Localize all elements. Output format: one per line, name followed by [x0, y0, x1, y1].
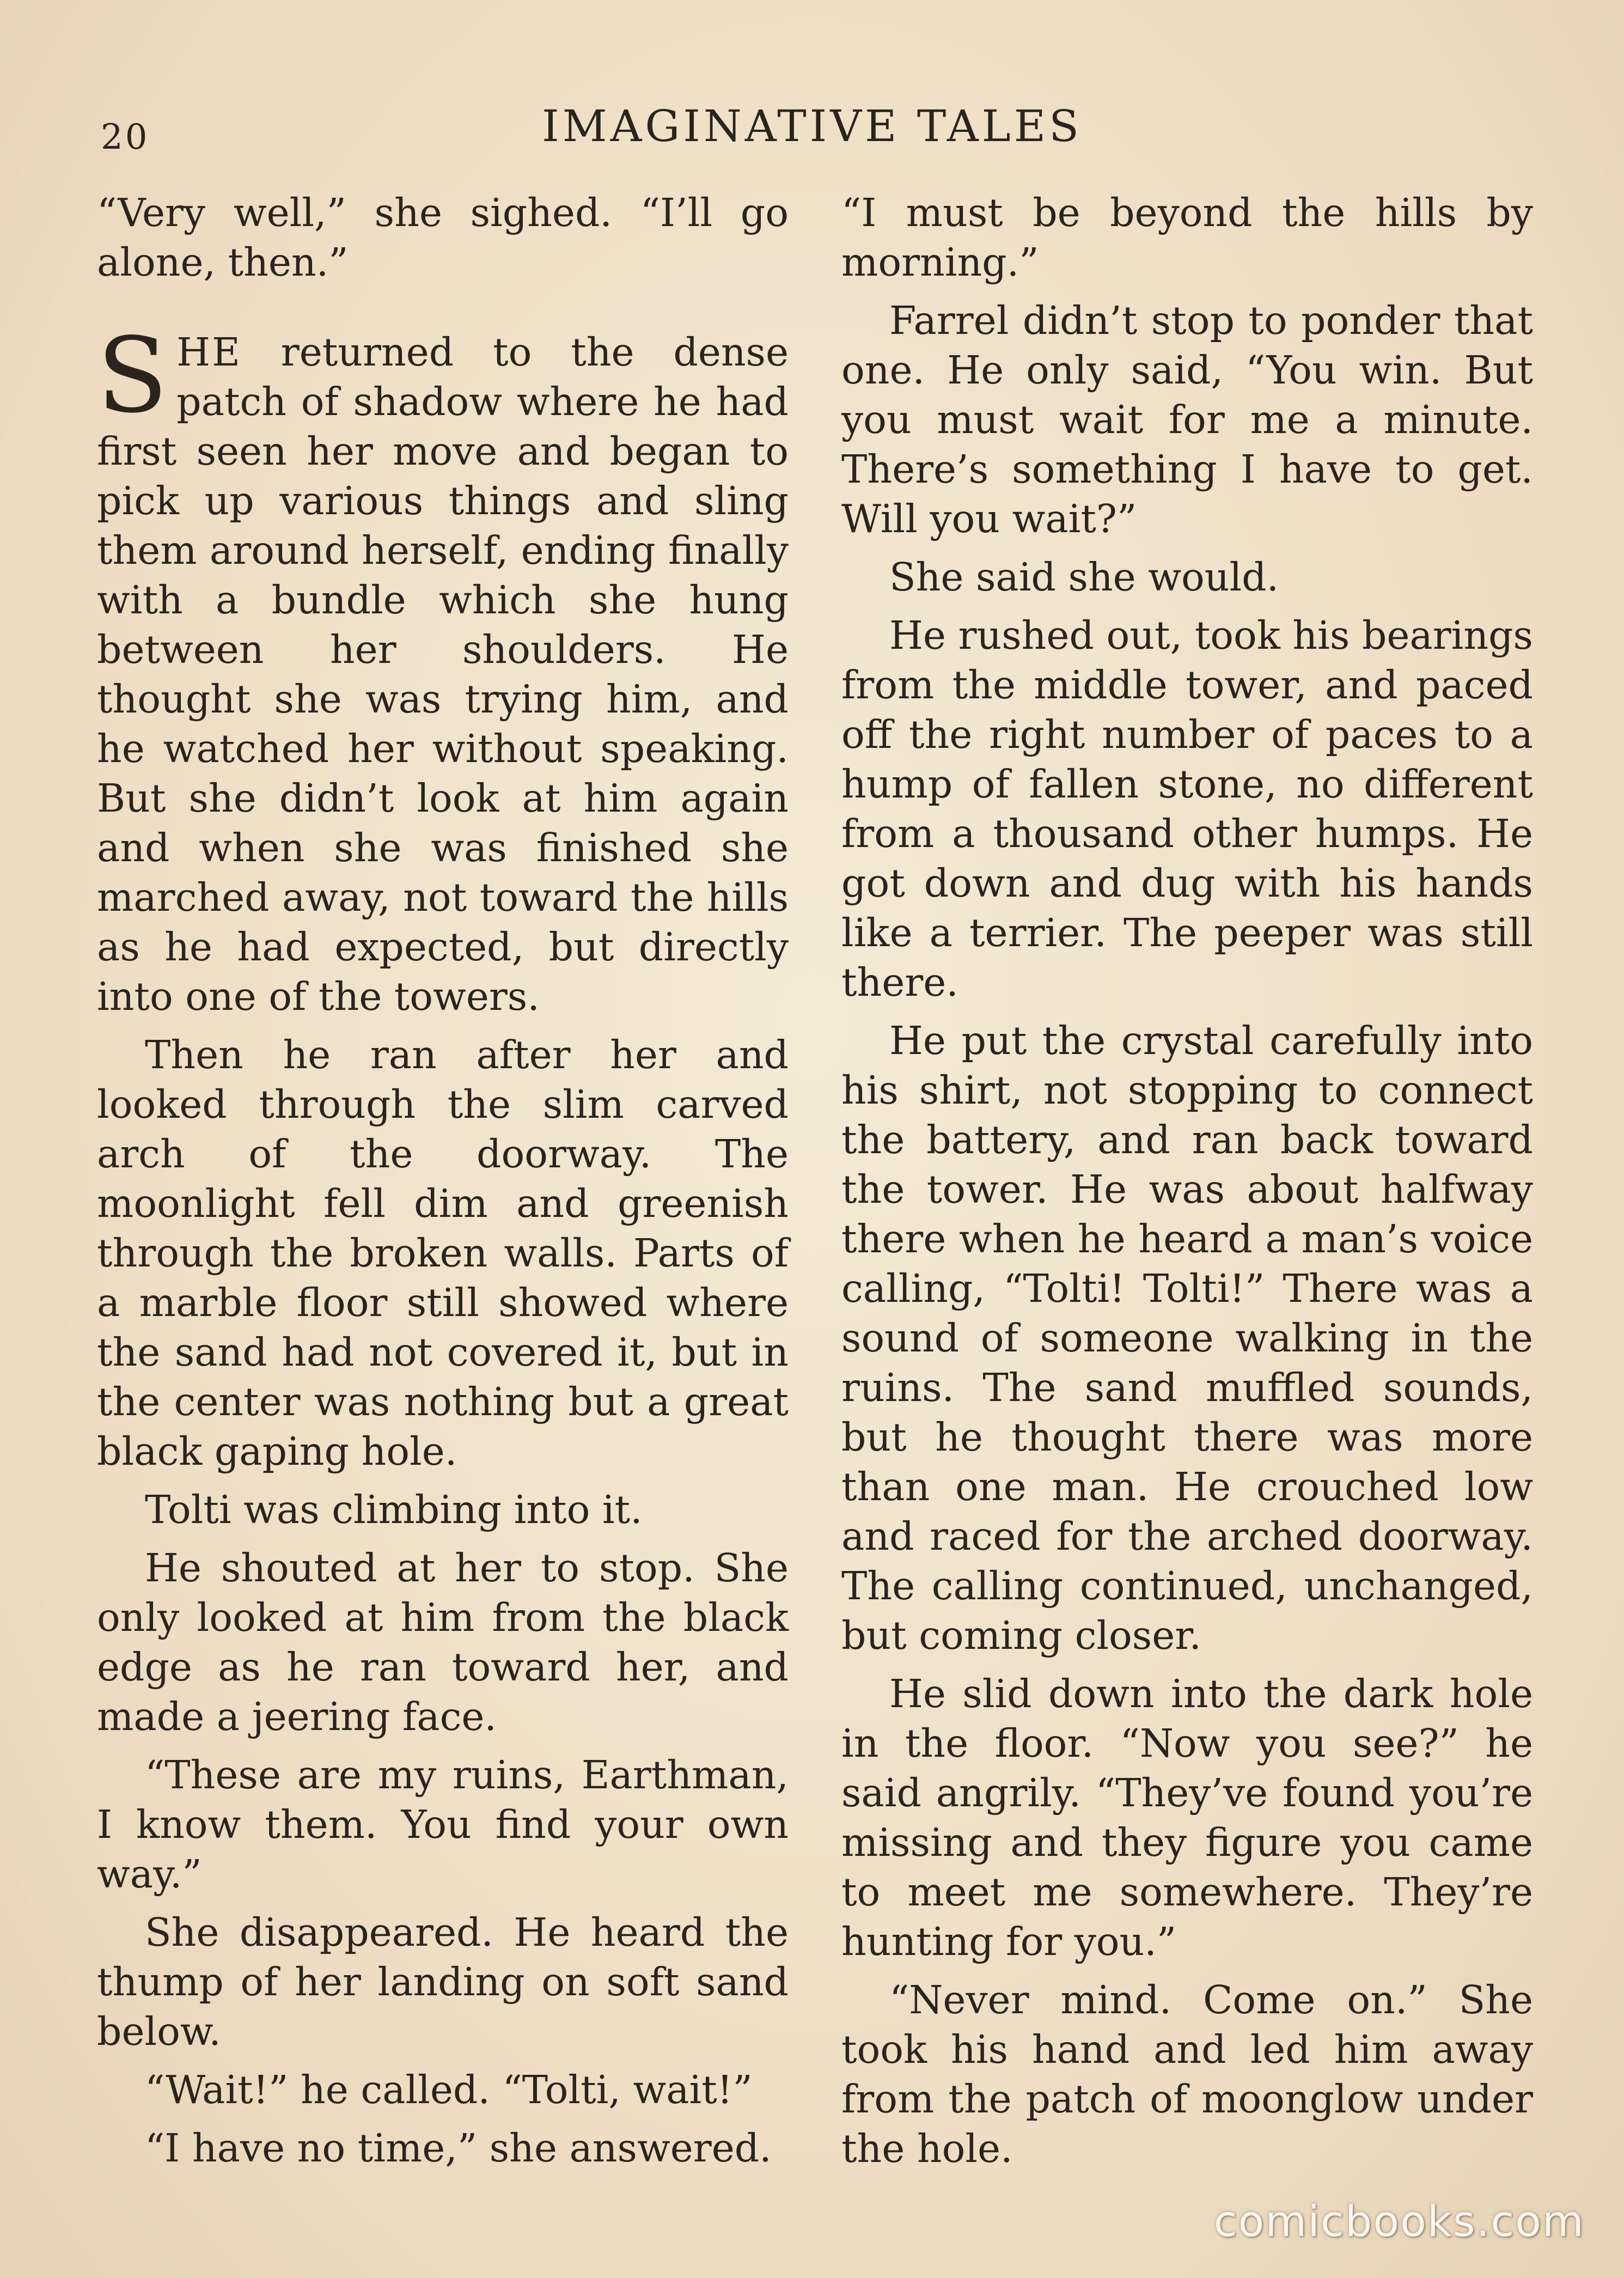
paragraph: “I have no time,” she answered.	[145, 2125, 772, 2171]
paragraph: “Wait!” he called. “Tolti, wait!”	[145, 2067, 753, 2112]
paragraph: “Never mind. Come on.” She took his hand and led him away from the patch of moonglow under the hole.	[841, 1977, 1533, 2171]
paragraph: He rushed out, took his bearings from the middle tower, and paced off the right number of paces to a hump of fallen stone, no different from a thousand other humps. He got down and dug with his hands like a terrier. The peeper was still there.	[841, 613, 1533, 1005]
paragraph: “These are my ruins, Earthman, I know them. You find your own way.”	[97, 1752, 789, 1897]
paragraph: She disappeared. He heard the thump of her landing on soft sand below.	[97, 1910, 789, 2054]
paragraph: “I must be beyond the hills by morning.”	[841, 190, 1533, 285]
paragraph: Then he ran after her and looked through the slim carved arch of the doorway. The moonlight fell dim and greenish through the broken walls. Parts of a marble floor still showed where the sand had not covered it, but in the center was nothing but a great black gaping hole.	[97, 1032, 789, 1474]
paragraph: He put the crystal carefully into his shirt, not stopping to connect the battery, and ran back toward the tower. He was about halfway there when he heard a man’s voice calling, “Tolti! Tolti!” There was a sound of someone walking in the ruins. The sand muffled sounds, but he thought there was more than one man. He crouched low and raced for the arched doorway. The calling continued, unchanged, but coming closer.	[841, 1018, 1533, 1658]
drop-cap: S	[97, 315, 168, 436]
page-number: 20	[101, 117, 150, 157]
paragraph-text: returned to the dense patch of shadow where he had first seen her move and began to pick up various things and sling them around herself, ending finally with a bundle which she hung between her shoulders. He thought she was trying him, and he watched her without speaking. But she didn’t look at him again and when she was finished she marched away, not toward the hills as he had expected, but directly into one of the towers.	[97, 330, 789, 1019]
paragraph: He shouted at her to stop. She only looked at him from the black edge as he ran toward her, and made a jeering face.	[97, 1545, 789, 1739]
small-caps-word: HE	[176, 330, 242, 375]
paragraph: He slid down into the dark hole in the floor. “Now you see?” he said angrily. “They’ve found you’re missing and they figure you came to meet me somewhere. They’re hunting for you.”	[841, 1671, 1533, 1964]
paragraph: Tolti was climbing into it.	[145, 1487, 643, 1532]
paragraph: She said she would.	[889, 555, 1279, 600]
running-title: IMAGINATIVE TALES	[542, 101, 1082, 151]
page-header	[0, 101, 1624, 161]
paragraph: Farrel didn’t stop to ponder that one. He only said, “You win. But you must wait for me a minute. There’s something I have to get. Will you wait?”	[841, 298, 1533, 541]
right-column	[841, 188, 1533, 2182]
watermark: comicbooks.com	[1213, 2197, 1585, 2246]
left-column	[97, 188, 789, 2182]
dropcap-paragraph	[97, 315, 789, 1021]
paragraph: “Very well,” she sighed. “I’ll go alone, then.”	[97, 190, 789, 285]
